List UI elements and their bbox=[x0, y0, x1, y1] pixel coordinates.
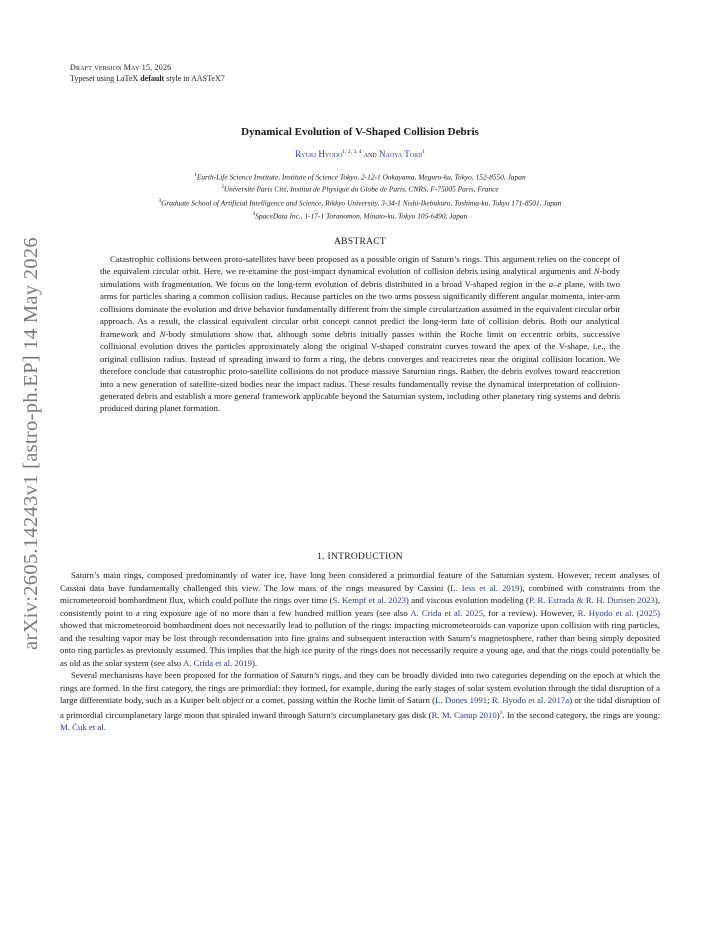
affiliation-number: 3 bbox=[158, 199, 162, 204]
author-affil-marker: 1 bbox=[422, 149, 425, 155]
citation-link[interactable]: L. Dones 1991 bbox=[435, 695, 488, 706]
affiliation-text: Earth-Life Science Institute, Institute of Science Tokyo, 2-12-1 Ookayama, Meguro-ku, Tokyo, 152-8550, Japan bbox=[196, 172, 526, 182]
affiliation bbox=[40, 182, 680, 195]
affiliation bbox=[40, 196, 680, 209]
affiliation-text: SpaceData Inc., 1-17-1 Toranomon, Minato-ku, Tokyo 105-6490, Japan bbox=[255, 211, 468, 221]
footnote-marker[interactable]: 1 bbox=[499, 710, 503, 717]
citation-link[interactable]: A. Crida et al. 2019 bbox=[182, 657, 252, 668]
paragraph: Several mechanisms have been proposed for the formation of Saturn’s rings, and they can be broadly divided into two categories depending on the epoch at which the rings are formed. In the first category, the rings are primordial: they formed, for example, during the early stages of solar system evolution through the tidal disruption of a large differentiate body, such as a Kuiper belt object or a comet, passing within the Roche limit of Saturn (L. Dones 1991; R. Hyodo et al. 2017a) or the tidal disruption of a primordial circumplanetary large moon that spiraled inward through Saturn’s circumplanetary gas disk (R. M. Canup 2010)$^1$. In the second category, the rings are young: M. Ćuk et al. bbox=[60, 670, 661, 733]
author-name[interactable]: Ryuki Hyodo bbox=[295, 149, 343, 159]
abstract-heading: ABSTRACT bbox=[333, 237, 387, 247]
arxiv-identifier: arXiv:2605.14243v1 [astro-ph.EP] 14 May 2026 bbox=[19, 236, 42, 650]
citation-link[interactable]: P. R. Estrada & R. H. Durisen 2023 bbox=[528, 595, 655, 606]
affiliation-text: Université Paris Cité, Institut de Physique du Globe de Paris, CNRS, F-75005 Paris, France bbox=[223, 184, 499, 194]
citation-link[interactable]: R. Hyodo et al. 2017a bbox=[491, 695, 570, 706]
citation-link[interactable]: M. Ćuk et al. bbox=[60, 722, 106, 733]
author-list bbox=[60, 149, 660, 159]
citation-link[interactable]: R. Hyodo et al. (2025) bbox=[577, 607, 661, 618]
typeset-style: default bbox=[140, 74, 165, 83]
paragraph: Saturn’s main rings, composed predominantly of water ice, have long been considered a primordial feature of the Saturnian system. However, recent analyses of Cassini data have fundamentally challenged this view. The low mass of the rings measured by Cassini (L. Iess et al. 2019), combined with constraints from the micrometeoroid bombardment flux, which could pollute the rings over time (S. Kempf et al. 2023) and viscous evolution modeling (P. R. Estrada & R. H. Durisen 2023), consistently point to a ring exposure age of no more than a few hundred million years (see also A. Crida et al. 2025, for a review). However, R. Hyodo et al. (2025) showed that micrometeoroid bombardment does not necessarily lead to pollution of the rings: impacting micrometeoroids can vaporize upon collision with ring particles, and the resulting vapor may be lost through recondensation into fine grains and subsequent interaction with Saturn’s magnetosphere, rather than being simply deposited onto ring particles as previously assumed. This implies that the high ice purity of the rings does not necessarily require a young age, and that the rings could potentially be as old as the solar system (see also A. Crida et al. 2019). bbox=[60, 570, 661, 668]
arxiv-sidebar bbox=[16, 228, 46, 658]
citation-link[interactable]: A. Crida et al. 2025 bbox=[410, 607, 483, 618]
typeset-post: style in AASTeX7 bbox=[164, 74, 225, 83]
author-conjunction: and bbox=[361, 149, 379, 159]
abstract-text: Catastrophic collisions between proto-satellites have been proposed as a possible origin of Saturn’s rings. This argument relies on the concept of the equivalent circular orbit. Here, we re-examine the post-impact dynamical evolution of collision debris using analytical arguments and N-body simulations with fragmentation. We focus on the long-term evolution of debris distributed in a broad V-shaped region in the a–e plane, with two arms for particles sharing a common collision radius. Because particles on the two arms possess significantly different angular momenta, inter-arm collisions dominate the evolution and drive behavior fundamentally different from the simple circularization assumed in the equivalent circular orbit approach. As a result, the classical equivalent circular orbit concept cannot predict the long-term fate of collision debris. Both our analytical framework and N-body simulations show that, although some debris initially passes within the Roche limit on eccentric orbits, successive collisional evolution drives the particles approximately along the original V-shaped constraint curves toward the apex of the V-shape, i.e., the original collision radius. Instead of spreading inward to form a ring, the debris converges and reaccretes near the original collision location. We therefore conclude that catastrophic proto-satellite collisions do not produce massive Saturnian rings. Rather, the debris evolves toward reaccretion into a new generation of satellite-sized bodies near the impact radius. These results fundamentally revise the dynamical interpretation of collision-generated debris and establish a more general framework applicable beyond the Saturnian system, including other planetary ring systems and debris produced during planet formation. bbox=[100, 254, 620, 414]
citation-link[interactable]: S. Kempf et al. 2023 bbox=[332, 595, 406, 606]
typeset-latex: LaTeX bbox=[116, 74, 139, 83]
paper-title: Dynamical Evolution of V-Shaped Collision Debris bbox=[241, 126, 479, 138]
citation-link[interactable]: L. Iess et al. 2019 bbox=[450, 582, 520, 593]
draft-prefix: Draft version bbox=[70, 63, 122, 72]
affiliation-number: 2 bbox=[221, 185, 224, 190]
typeset-pre: Typeset using bbox=[70, 74, 117, 83]
citation-link[interactable]: R. M. Canup 2010 bbox=[431, 709, 497, 720]
section-heading-introduction: 1. INTRODUCTION bbox=[317, 552, 403, 562]
author-name[interactable]: Naoya Torii bbox=[379, 149, 423, 159]
introduction-body bbox=[60, 569, 660, 734]
affiliation-text: Graduate School of Artificial Intelligence and Science, Rikkyo University, 3-34-1 Nishi-Ikebukuro, Toshima-ku, Tokyo 171-8501, Japan bbox=[161, 198, 562, 208]
affiliation-number: 4 bbox=[252, 212, 256, 217]
author-affil-marker: 1, 2, 3, 4 bbox=[342, 149, 362, 155]
affiliation bbox=[40, 209, 680, 222]
draft-notice bbox=[70, 62, 225, 84]
affiliation-number: 1 bbox=[194, 173, 197, 178]
draft-date: May 15, 2026 bbox=[123, 63, 172, 72]
